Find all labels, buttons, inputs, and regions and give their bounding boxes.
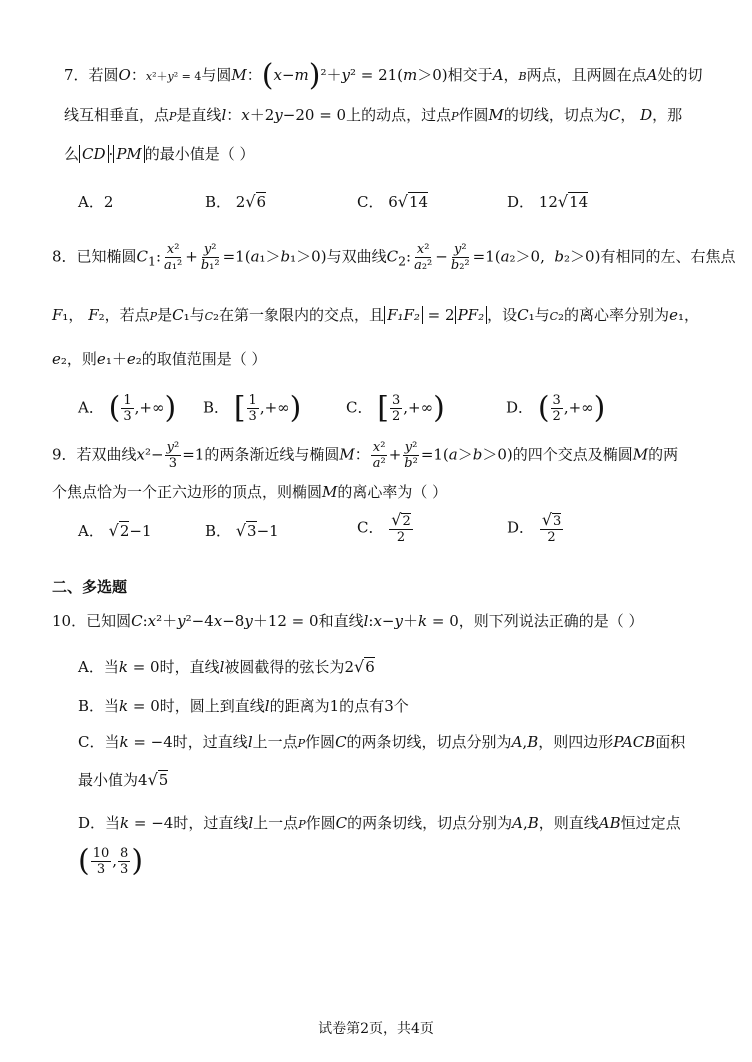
q10-option-d: D．当k = −4时，过直线l上一点P作圆C的两条切线，切点分别为A,B，则直线AB恒过定点: [78, 814, 681, 832]
q9-line2: 个焦点恰为一个正六边形的顶点，则椭圆M的离心率为（ ）: [52, 483, 448, 501]
q9-option-c: C． $\frac{√2}{2}$: [357, 510, 411, 545]
q10-line1: 10．已知圆C:x²＋y²−4x−8y＋12 = 0和直线l:x−y＋k = 0，则下列说法正确的是（ ）: [52, 612, 644, 630]
q8-line1: 8．已知椭圆$C_1$: $\frac{\text{x²}}{\text{a₁²}}$ + $\frac{\text{y²}}{\text{b₁²}}$ =1(a₁＞b₁＞0)与双曲线$C_2$: $\frac{\text{x²}}{\text{a₂²}}$ − $\frac{\text{y²}}{\text{b₂²}}$ =1(a₂＞0, b₂＞0)有相同的左、右焦点: [52, 242, 736, 273]
q7-option-c: C． 6√14: [357, 192, 429, 211]
section-heading: 二、多选题: [52, 578, 128, 596]
q7-line2: 线互相垂直，点P是直线l：x＋2y−20 = 0上的动点，过点P作圆M的切线，切点为C， D，那: [64, 106, 683, 124]
q10-option-c: C．当k = −4时，过直线l上一点P作圆C的两条切线，切点分别为A,B，则四边形PACB面积: [78, 733, 686, 751]
q7-option-b: B． 2√6: [205, 192, 267, 211]
q8-line3: e₂，则e₁＋e₂的取值范围是（ ）: [52, 350, 267, 368]
q10-option-a: A．当k = 0时，直线l被圆截得的弦长为2√6: [78, 657, 375, 676]
q7-line3: 么 CD · PM 的最小值是（ ）: [64, 145, 255, 163]
q8-line2: F₁， F₂，若点P是C₁与C₂在第一象限内的交点，且 F₁F₂ = 2 PF₂ ，设C₁与C₂的离心率分别为e₁，: [52, 306, 699, 324]
q9-option-d: D． $\frac{√3}{2}$: [507, 510, 562, 545]
q8-option-b: B． [ $\frac{1}{3}$ ,+∞): [203, 390, 302, 426]
q9-line1: 9．若双曲线x²− $\frac{\text{y²}}{3}$ =1的两条渐近线与椭圆M： $\frac{\text{x²}}{\text{a²}}$ + $\frac{\text{y²}}{\text{b²}}$ =1(a＞b＞0)的四个交点及椭圆M的两: [52, 440, 679, 471]
q9-option-a: A． √2−1: [78, 521, 152, 540]
q7-option-a: A．2: [78, 193, 114, 211]
q8-option-c: C． [ $\frac{3}{2}$ ,+∞): [346, 390, 445, 426]
page-footer: 试卷第2页，共4页: [318, 1021, 434, 1037]
q10-option-b: B．当k = 0时，圆上到直线l的距离为1的点有3个: [78, 697, 409, 715]
q7-option-d: D． 12√14: [507, 192, 589, 211]
q10-option-d-point: ( $\frac{10}{3}$ , $\frac{8}{3}$ ): [78, 843, 144, 879]
q10-option-c-cont: 最小值为4√5: [78, 770, 169, 789]
q8-option-a: A． ( $\frac{1}{3}$ ,+∞): [78, 390, 177, 426]
q7-line1: 7．若圆O：x²＋y² = 4与圆M：(x−m)²＋y² = 21(m＞0)相交于A，B两点，且两圆在点A处的切: [64, 58, 703, 93]
q9-option-b: B． √3−1: [205, 521, 279, 540]
q8-option-d: D． ( $\frac{3}{2}$ ,+∞): [506, 390, 606, 426]
